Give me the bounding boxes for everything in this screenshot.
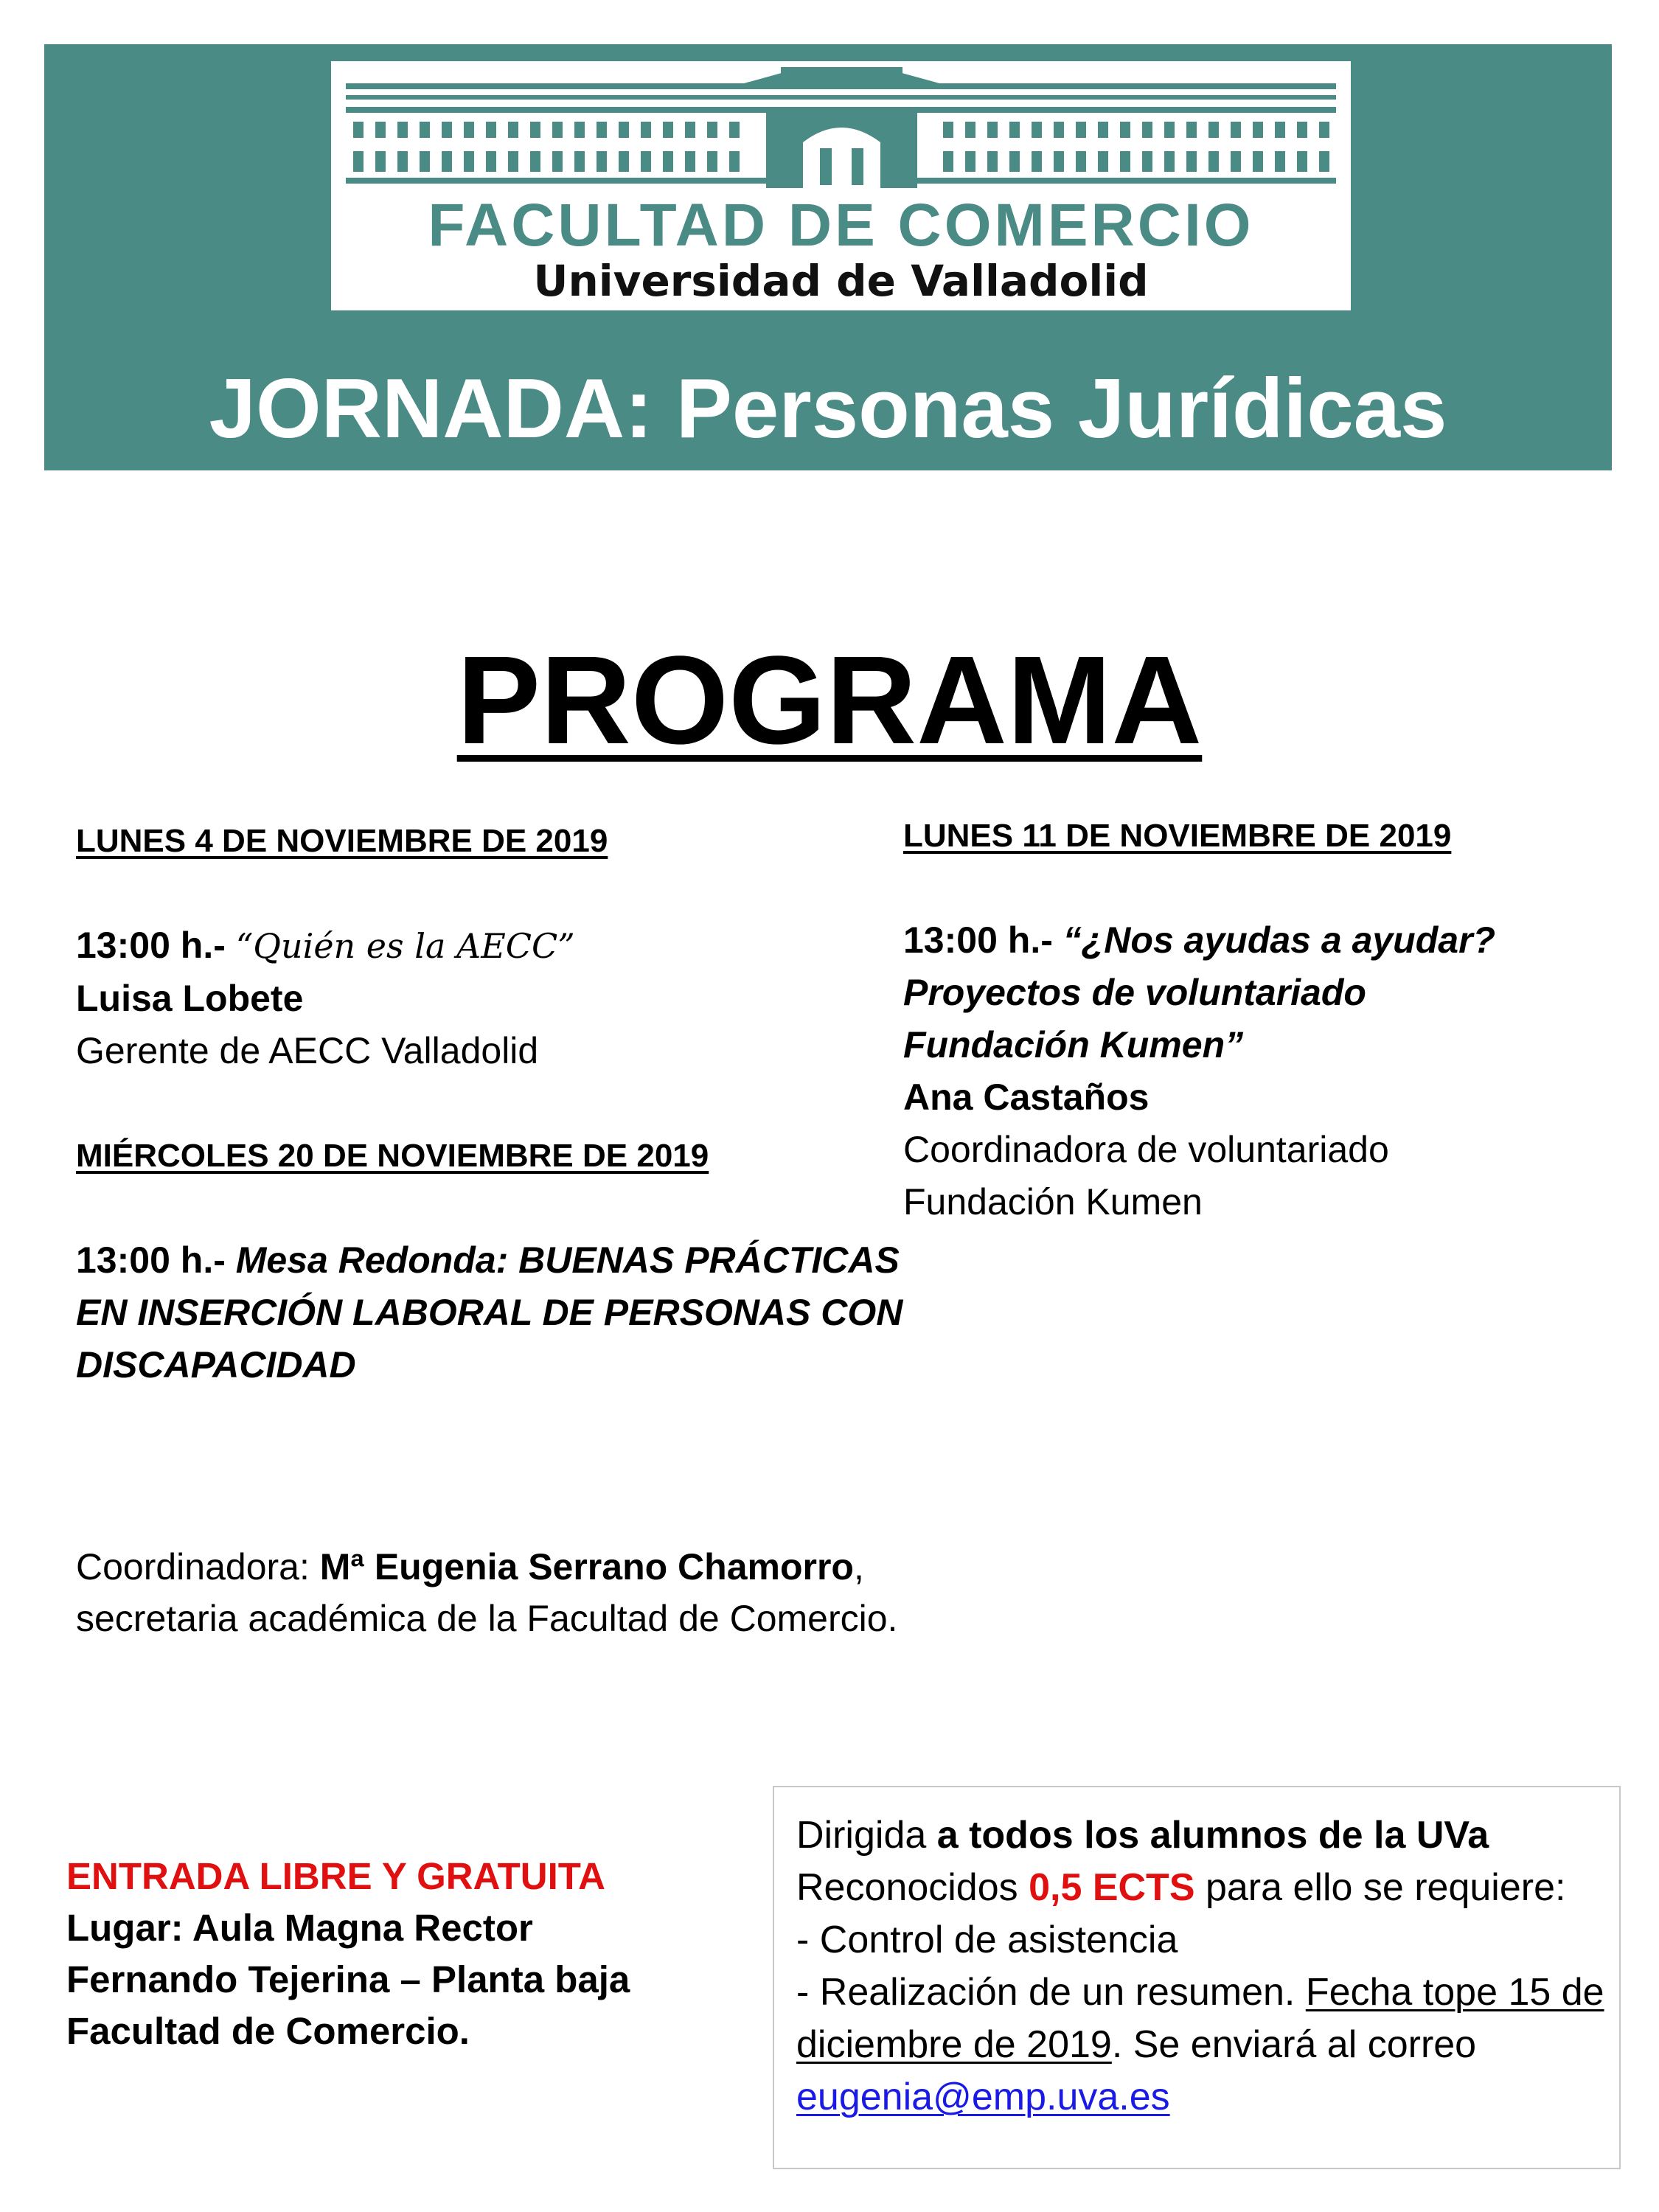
speaker-name: Luisa Lobete [76, 978, 304, 1019]
session-title: Mesa Redonda: BUENAS PRÁCTICAS EN INSERCIÓN LABORAL DE PERSONAS CON DISCAPACIDAD [76, 1239, 903, 1385]
session-time: 13:00 h.- [903, 919, 1053, 961]
coordinator-description: , secretaria académica de la Facultad de Comercio. [76, 1546, 898, 1639]
session-time: 13:00 h.- [76, 1239, 226, 1281]
session-time: 13:00 h.- [76, 925, 226, 966]
header-banner [44, 44, 1612, 470]
audience-line: Dirigida a todos los alumnos de la UVa [796, 1814, 1489, 1857]
location-line: Lugar: Aula Magna Rector [66, 1907, 533, 1949]
event-title: JORNADA: Personas Jurídicas [209, 362, 1447, 456]
location-line: Facultad de Comercio. [66, 2010, 470, 2052]
free-entry-notice: ENTRADA LIBRE Y GRATUITA [66, 1855, 606, 1897]
program-right-column [903, 810, 1641, 1228]
session-date: MIÉRCOLES 20 DE NOVIEMBRE DE 2019 [76, 1138, 709, 1174]
program-left-column [76, 815, 917, 1391]
faculty-building-icon [331, 61, 1351, 194]
audience-info-box [773, 1786, 1621, 2169]
session-title: Proyectos de voluntariado [903, 972, 1366, 1013]
deadline: Fecha tope 15 de diciembre de 2019 [796, 1971, 1604, 2066]
coordinator-name: Mª Eugenia Serrano Chamorro [319, 1546, 854, 1587]
requirement-item: - Control de asistencia [796, 1919, 1178, 1961]
session-date: LUNES 11 DE NOVIEMBRE DE 2019 [903, 818, 1452, 854]
session-date: LUNES 4 DE NOVIEMBRE DE 2019 [76, 823, 608, 859]
session-title-line [903, 914, 1641, 967]
coordinator-note [76, 1541, 917, 1644]
faculty-logo [331, 61, 1351, 310]
session-title: Fundación Kumen” [903, 1024, 1244, 1065]
session-title: “¿Nos ayudas a ayudar? [1062, 919, 1496, 961]
coordinator-label: Coordinadora: [76, 1546, 320, 1587]
audience-info-text [796, 1809, 1607, 2124]
speaker-role: Gerente de AECC Valladolid [76, 1030, 539, 1071]
location-line: Fernando Tejerina – Planta baja [66, 1958, 630, 2000]
speaker-name: Ana Castaños [903, 1077, 1150, 1118]
program-heading: PROGRAMA [456, 630, 1203, 771]
speaker-role: Coordinadora de voluntariado [903, 1129, 1389, 1170]
session-title: “Quién es la AECC” [235, 926, 575, 966]
credits-line: Reconocidos 0,5 ECTS para ello se requiere: [796, 1866, 1566, 1909]
audience-target: a todos los alumnos de la UVa [936, 1814, 1489, 1857]
logo-university-name: Universidad de Valladolid [533, 256, 1149, 306]
speaker-role: Fundación Kumen [903, 1181, 1203, 1222]
entry-info [66, 1851, 804, 2057]
session-title-line [76, 919, 917, 973]
logo-institution-name: FACULTAD DE COMERCIO [428, 192, 1254, 259]
requirement-item: - Realización de un resumen. Fecha tope 15 de diciembre de 2019. Se enviará al correo eugenia@emp.uva.es [796, 1971, 1604, 2118]
session-title-block [76, 1234, 917, 1391]
ects-credits: 0,5 ECTS [1029, 1866, 1195, 1909]
email-link[interactable]: eugenia@emp.uva.es [796, 2076, 1170, 2118]
